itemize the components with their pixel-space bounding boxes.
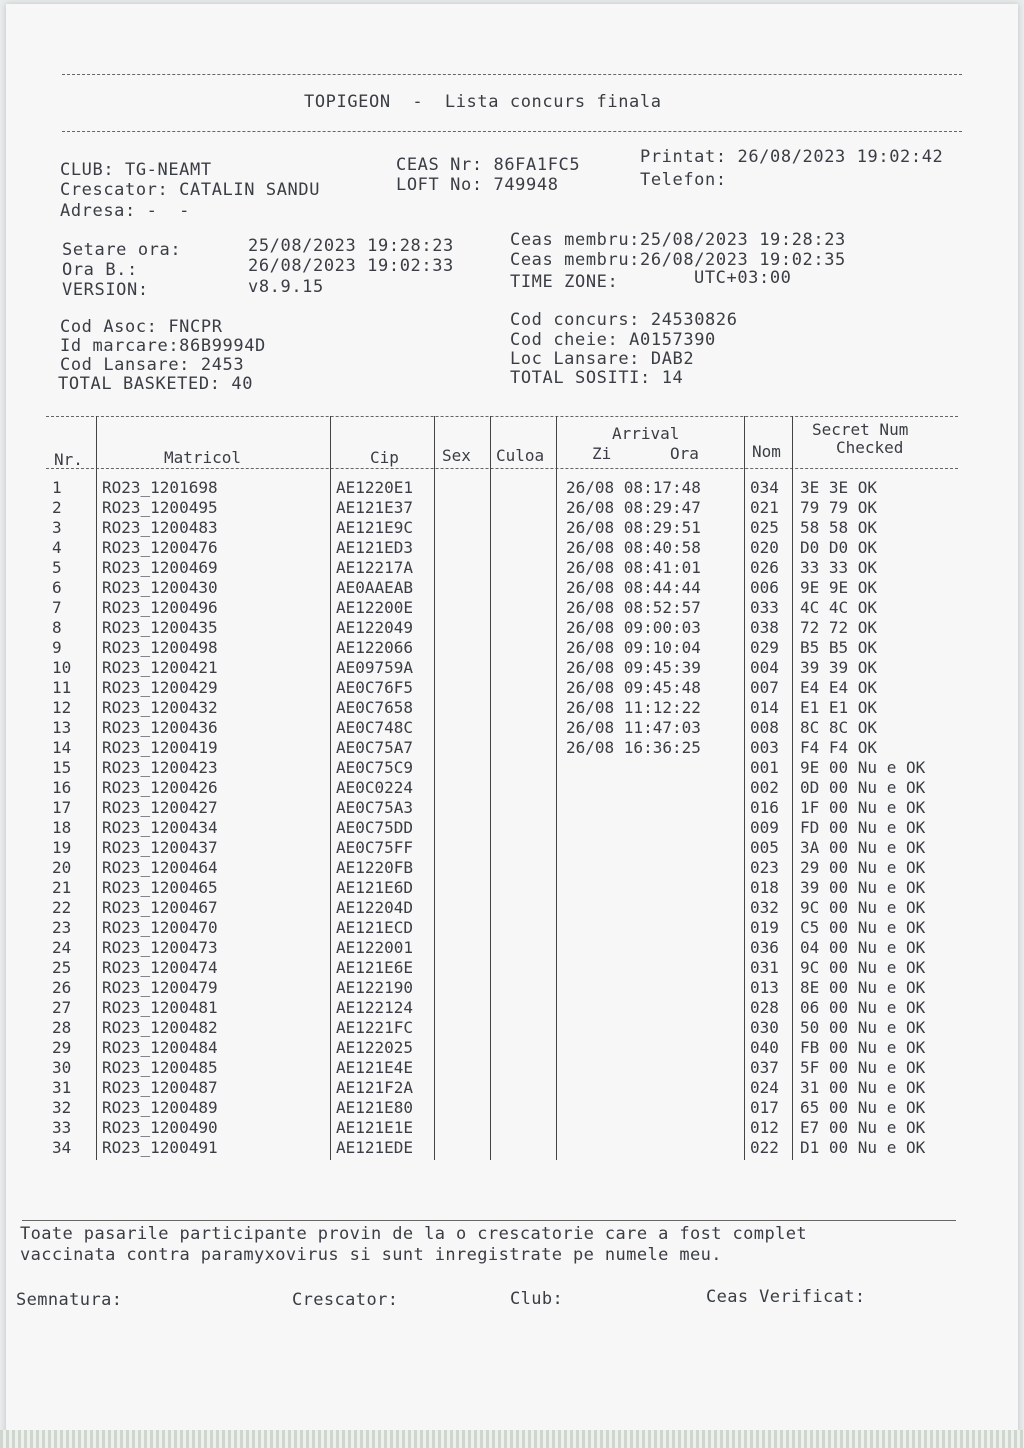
cell-nom: 004: [750, 658, 779, 677]
loc-lansare-line: Loc Lansare: DAB2: [510, 349, 695, 369]
cell-secret: FB 00 Nu e OK: [800, 1038, 926, 1057]
col-divider: [330, 416, 331, 1160]
cell-matricol: RO23_1200467: [102, 898, 218, 917]
ora-b-label: Ora B.:: [62, 260, 138, 280]
cell-cip: AE0C75C9: [336, 758, 414, 777]
cell-secret: F4 F4 OK: [800, 738, 878, 757]
cell-arrival: 26/08 16:36:25: [566, 738, 701, 757]
cell-matricol: RO23_1200476: [102, 538, 218, 557]
cell-nom: 025: [750, 518, 779, 537]
cell-secret: FD 00 Nu e OK: [800, 818, 926, 837]
cell-nr: 14: [52, 738, 72, 757]
cell-nr: 24: [52, 938, 72, 957]
cell-nom: 007: [750, 678, 779, 697]
cell-matricol: RO23_1200483: [102, 518, 218, 537]
cell-arrival: 26/08 08:40:58: [566, 538, 701, 557]
cell-nom: 034: [750, 478, 779, 497]
cell-nr: 13: [52, 718, 72, 737]
cell-matricol: RO23_1200474: [102, 958, 218, 977]
cell-secret: 9E 00 Nu e OK: [800, 758, 926, 777]
cell-matricol: RO23_1200421: [102, 658, 218, 677]
cell-nr: 21: [52, 878, 72, 897]
cell-nom: 038: [750, 618, 779, 637]
cell-nr: 33: [52, 1118, 72, 1137]
cod-concurs-line: Cod concurs: 24530826: [510, 310, 738, 330]
document-title: TOPIGEON - Lista concurs finala: [304, 92, 662, 112]
cell-nr: 12: [52, 698, 72, 717]
cell-matricol: RO23_1200469: [102, 558, 218, 577]
cell-cip: AE121F2A: [336, 1078, 414, 1097]
cell-matricol: RO23_1200464: [102, 858, 218, 877]
col-divider: [792, 416, 793, 1160]
setare-ora-label: Setare ora:: [62, 240, 182, 260]
cell-secret: 5F 00 Nu e OK: [800, 1058, 926, 1077]
cell-cip: AE0C76F5: [336, 678, 414, 697]
table-header-rule: [46, 468, 958, 469]
cell-nr: 11: [52, 678, 72, 697]
cell-cip: AE121E80: [336, 1098, 414, 1117]
cell-nr: 4: [52, 538, 62, 557]
cell-secret: 29 00 Nu e OK: [800, 858, 926, 877]
cod-asoc-line: Cod Asoc: FNCPR: [60, 317, 223, 337]
signature-label: Semnatura:: [16, 1290, 123, 1310]
cell-cip: AE121E1E: [336, 1118, 414, 1137]
cell-nom: 018: [750, 878, 779, 897]
cell-cip: AE121E4E: [336, 1058, 414, 1077]
col-header-nr: Nr.: [54, 450, 83, 469]
cell-secret: 0D 00 Nu e OK: [800, 778, 926, 797]
cell-secret: E1 E1 OK: [800, 698, 878, 717]
cell-matricol: RO23_1200430: [102, 578, 218, 597]
cell-nom: 032: [750, 898, 779, 917]
col-header-nom: Nom: [752, 442, 781, 461]
cell-nr: 18: [52, 818, 72, 837]
cell-matricol: RO23_1200435: [102, 618, 218, 637]
cell-matricol: RO23_1200490: [102, 1118, 218, 1137]
ceas-verificat-label: Ceas Verificat:: [706, 1287, 866, 1307]
cell-nr: 20: [52, 858, 72, 877]
cell-matricol: RO23_1200496: [102, 598, 218, 617]
cell-nr: 5: [52, 558, 62, 577]
col-divider: [556, 416, 557, 1160]
col-divider: [96, 416, 97, 1160]
cell-nr: 22: [52, 898, 72, 917]
cell-nom: 012: [750, 1118, 779, 1137]
cell-secret: 58 58 OK: [800, 518, 878, 537]
cell-matricol: RO23_1200470: [102, 918, 218, 937]
cell-matricol: RO23_1200482: [102, 1018, 218, 1037]
cell-arrival: 26/08 08:52:57: [566, 598, 701, 617]
cell-nom: 037: [750, 1058, 779, 1077]
cell-cip: AE121ED3: [336, 538, 414, 557]
cell-nom: 029: [750, 638, 779, 657]
cell-matricol: RO23_1200436: [102, 718, 218, 737]
cell-nr: 6: [52, 578, 62, 597]
cell-nr: 17: [52, 798, 72, 817]
crescator-signature-label: Crescator:: [292, 1290, 399, 1310]
cell-matricol: RO23_1200429: [102, 678, 218, 697]
cell-secret: 79 79 OK: [800, 498, 878, 517]
cell-nr: 31: [52, 1078, 72, 1097]
cell-arrival: 26/08 08:29:47: [566, 498, 701, 517]
cell-nom: 013: [750, 978, 779, 997]
cell-matricol: RO23_1200498: [102, 638, 218, 657]
cell-nom: 028: [750, 998, 779, 1017]
cell-nom: 024: [750, 1078, 779, 1097]
cell-nr: 8: [52, 618, 62, 637]
cell-secret: 9C 00 Nu e OK: [800, 898, 926, 917]
club-line: CLUB: TG-NEAMT: [60, 160, 212, 180]
cell-nr: 29: [52, 1038, 72, 1057]
cell-secret: 9C 00 Nu e OK: [800, 958, 926, 977]
cell-cip: AE122190: [336, 978, 414, 997]
col-header-matricol: Matricol: [164, 448, 242, 467]
cell-matricol: RO23_1200489: [102, 1098, 218, 1117]
cell-matricol: RO23_1200432: [102, 698, 218, 717]
id-marcare-line: Id marcare:86B9994D: [60, 336, 266, 356]
cell-secret: 65 00 Nu e OK: [800, 1098, 926, 1117]
cell-cip: AE0C75A3: [336, 798, 414, 817]
cell-cip: AE122066: [336, 638, 414, 657]
version-label: VERSION:: [62, 280, 149, 300]
ceas-nr-line: CEAS Nr: 86FA1FC5: [396, 155, 581, 175]
cell-cip: AE1220FB: [336, 858, 414, 877]
cell-secret: 4C 4C OK: [800, 598, 878, 617]
adresa-line: Adresa: - -: [60, 201, 191, 221]
cell-cip: AE122025: [336, 1038, 414, 1057]
telefon-line: Telefon:: [640, 170, 727, 190]
cell-secret: 8C 8C OK: [800, 718, 878, 737]
cell-secret: 8E 00 Nu e OK: [800, 978, 926, 997]
cell-nom: 023: [750, 858, 779, 877]
cell-secret: E7 00 Nu e OK: [800, 1118, 926, 1137]
cell-secret: D0 D0 OK: [800, 538, 878, 557]
col-header-secret-num: Secret Num: [812, 420, 909, 439]
cell-secret: 06 00 Nu e OK: [800, 998, 926, 1017]
loft-no-line: LOFT No: 749948: [396, 175, 559, 195]
footer-statement-line-2: vaccinata contra paramyxovirus si sunt inregistrate pe numele meu.: [20, 1245, 722, 1265]
cell-arrival: 26/08 08:41:01: [566, 558, 701, 577]
cell-nom: 006: [750, 578, 779, 597]
cell-matricol: RO23_1200479: [102, 978, 218, 997]
version-value: v8.9.15: [248, 277, 324, 297]
col-header-culoa: Culoa: [496, 446, 545, 465]
cell-nom: 009: [750, 818, 779, 837]
cell-matricol: RO23_1200434: [102, 818, 218, 837]
cell-nr: 25: [52, 958, 72, 977]
cell-nom: 001: [750, 758, 779, 777]
cell-secret: 1F 00 Nu e OK: [800, 798, 926, 817]
cell-cip: AE121EDE: [336, 1138, 414, 1157]
cell-nr: 3: [52, 518, 62, 537]
setare-ora-value: 25/08/2023 19:28:23: [248, 236, 454, 256]
col-header-sex: Sex: [442, 446, 471, 465]
table-top-rule: [46, 416, 958, 417]
total-sositi-line: TOTAL SOSITI: 14: [510, 368, 684, 388]
cell-cip: AE0C75A7: [336, 738, 414, 757]
col-header-ora: Ora: [670, 444, 699, 463]
cell-secret: 33 33 OK: [800, 558, 878, 577]
cell-secret: 50 00 Nu e OK: [800, 1018, 926, 1037]
cell-cip: AE121ECD: [336, 918, 414, 937]
cell-nr: 34: [52, 1138, 72, 1157]
background-strip: [0, 1430, 1024, 1448]
cell-matricol: RO23_1200491: [102, 1138, 218, 1157]
cell-cip: AE1221FC: [336, 1018, 414, 1037]
footer-rule: [22, 1220, 956, 1221]
cell-nom: 036: [750, 938, 779, 957]
time-zone-label: TIME ZONE:: [510, 272, 619, 292]
cell-arrival: 26/08 09:45:48: [566, 678, 701, 697]
cell-nr: 27: [52, 998, 72, 1017]
cell-nom: 002: [750, 778, 779, 797]
cell-secret: D1 00 Nu e OK: [800, 1138, 926, 1157]
cell-nr: 23: [52, 918, 72, 937]
cell-secret: 39 39 OK: [800, 658, 878, 677]
cell-nom: 026: [750, 558, 779, 577]
cell-nom: 021: [750, 498, 779, 517]
cell-arrival: 26/08 11:12:22: [566, 698, 701, 717]
col-header-checked: Checked: [836, 438, 904, 457]
cell-matricol: RO23_1200485: [102, 1058, 218, 1077]
cell-cip: AE12217A: [336, 558, 414, 577]
cell-matricol: RO23_1200465: [102, 878, 218, 897]
cell-nr: 10: [52, 658, 72, 677]
cell-nr: 30: [52, 1058, 72, 1077]
cell-nom: 008: [750, 718, 779, 737]
cell-nr: 2: [52, 498, 62, 517]
cell-cip: AE09759A: [336, 658, 414, 677]
cell-nom: 040: [750, 1038, 779, 1057]
cell-cip: AE0C7658: [336, 698, 414, 717]
cell-nom: 003: [750, 738, 779, 757]
col-header-cip: Cip: [370, 448, 399, 467]
cell-matricol: RO23_1200423: [102, 758, 218, 777]
cell-nom: 030: [750, 1018, 779, 1037]
cell-nom: 019: [750, 918, 779, 937]
cell-nr: 7: [52, 598, 62, 617]
cell-nom: 005: [750, 838, 779, 857]
cell-matricol: RO23_1200473: [102, 938, 218, 957]
cell-cip: AE12204D: [336, 898, 414, 917]
cell-nr: 19: [52, 838, 72, 857]
total-basketed-line: TOTAL BASKETED: 40: [58, 374, 254, 394]
footer-statement-line-1: Toate pasarile participante provin de la o crescatorie care a fost complet: [20, 1224, 807, 1244]
col-header-zi: Zi: [592, 444, 612, 463]
cell-secret: B5 B5 OK: [800, 638, 878, 657]
ceas-membru-1: Ceas membru:25/08/2023 19:28:23: [510, 230, 846, 250]
col-header-arrival: Arrival: [612, 424, 680, 443]
cell-matricol: RO23_1200426: [102, 778, 218, 797]
cell-nom: 022: [750, 1138, 779, 1157]
cell-nom: 033: [750, 598, 779, 617]
cell-arrival: 26/08 09:45:39: [566, 658, 701, 677]
ceas-membru-2: Ceas membru:26/08/2023 19:02:35: [510, 250, 846, 270]
cell-secret: 39 00 Nu e OK: [800, 878, 926, 897]
cell-matricol: RO23_1200427: [102, 798, 218, 817]
cell-matricol: RO23_1200437: [102, 838, 218, 857]
cell-nom: 017: [750, 1098, 779, 1117]
cell-cip: AE121E6D: [336, 878, 414, 897]
cell-nr: 26: [52, 978, 72, 997]
cell-cip: AE122001: [336, 938, 414, 957]
crescator-line: Crescator: CATALIN SANDU: [60, 180, 321, 200]
printed-sheet: [6, 4, 1018, 1438]
cod-lansare-line: Cod Lansare: 2453: [60, 355, 245, 375]
col-divider: [744, 416, 745, 1160]
ora-b-value: 26/08/2023 19:02:33: [248, 256, 454, 276]
cell-nom: 020: [750, 538, 779, 557]
cell-cip: AE121E37: [336, 498, 414, 517]
cell-cip: AE0AAEAB: [336, 578, 414, 597]
cell-secret: 3A 00 Nu e OK: [800, 838, 926, 857]
cell-secret: 3E 3E OK: [800, 478, 878, 497]
cell-cip: AE122049: [336, 618, 414, 637]
cell-cip: AE12200E: [336, 598, 414, 617]
cell-nom: 016: [750, 798, 779, 817]
cell-arrival: 26/08 08:29:51: [566, 518, 701, 537]
cell-matricol: RO23_1201698: [102, 478, 218, 497]
cell-secret: 31 00 Nu e OK: [800, 1078, 926, 1097]
cell-secret: C5 00 Nu e OK: [800, 918, 926, 937]
cell-nr: 1: [52, 478, 62, 497]
cell-cip: AE0C748C: [336, 718, 414, 737]
cell-secret: 04 00 Nu e OK: [800, 938, 926, 957]
club-signature-label: Club:: [510, 1289, 564, 1309]
cell-nr: 15: [52, 758, 72, 777]
col-divider: [434, 416, 435, 1160]
cell-matricol: RO23_1200481: [102, 998, 218, 1017]
cell-secret: 72 72 OK: [800, 618, 878, 637]
cell-cip: AE1220E1: [336, 478, 414, 497]
cell-matricol: RO23_1200484: [102, 1038, 218, 1057]
cell-arrival: 26/08 08:44:44: [566, 578, 701, 597]
cell-matricol: RO23_1200487: [102, 1078, 218, 1097]
cell-matricol: RO23_1200419: [102, 738, 218, 757]
cell-arrival: 26/08 08:17:48: [566, 478, 701, 497]
cod-cheie-line: Cod cheie: A0157390: [510, 330, 716, 350]
cell-nom: 014: [750, 698, 779, 717]
time-zone-value: UTC+03:00: [694, 268, 792, 288]
cell-cip: AE121E9C: [336, 518, 414, 537]
cell-secret: E4 E4 OK: [800, 678, 878, 697]
cell-cip: AE121E6E: [336, 958, 414, 977]
cell-cip: AE0C75DD: [336, 818, 414, 837]
col-divider: [490, 416, 491, 1160]
cell-cip: AE122124: [336, 998, 414, 1017]
cell-arrival: 26/08 09:10:04: [566, 638, 701, 657]
cell-nom: 031: [750, 958, 779, 977]
printat-line: Printat: 26/08/2023 19:02:42: [640, 147, 944, 167]
cell-cip: AE0C75FF: [336, 838, 414, 857]
cell-arrival: 26/08 09:00:03: [566, 618, 701, 637]
cell-matricol: RO23_1200495: [102, 498, 218, 517]
cell-arrival: 26/08 11:47:03: [566, 718, 701, 737]
cell-nr: 9: [52, 638, 62, 657]
cell-secret: 9E 9E OK: [800, 578, 878, 597]
cell-cip: AE0C0224: [336, 778, 414, 797]
cell-nr: 16: [52, 778, 72, 797]
cell-nr: 32: [52, 1098, 72, 1117]
cell-nr: 28: [52, 1018, 72, 1037]
